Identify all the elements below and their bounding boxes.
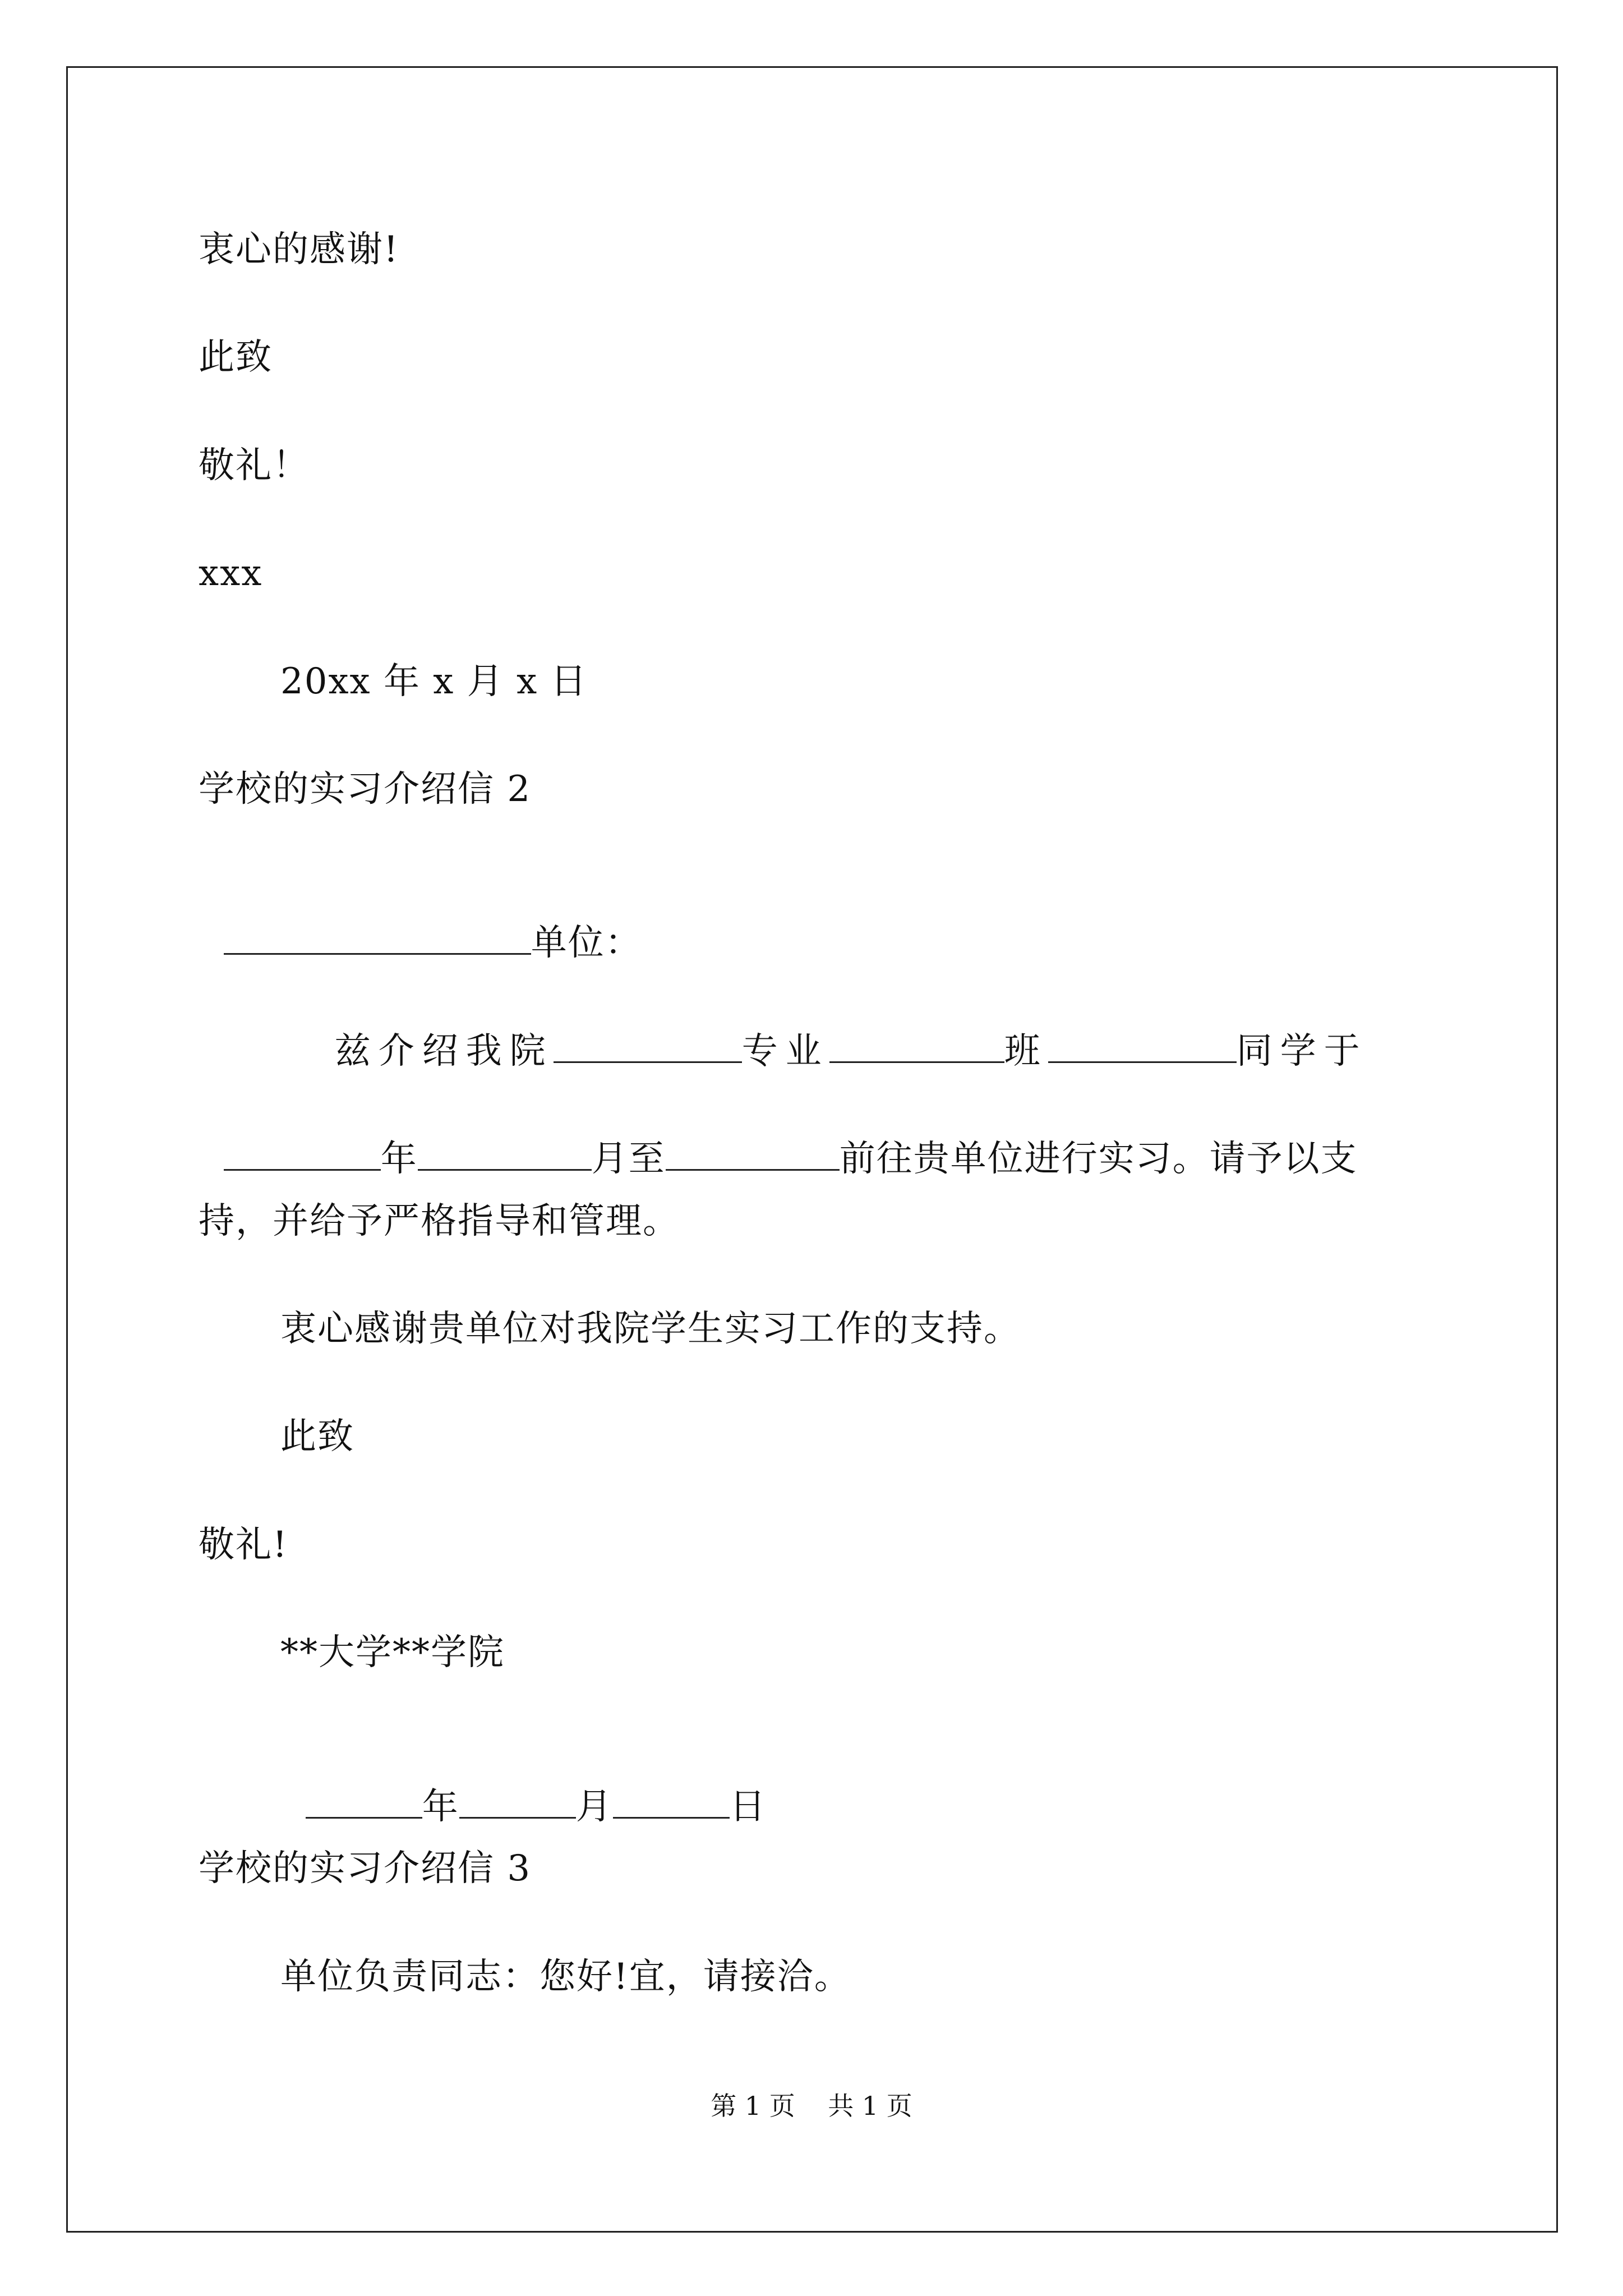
blank-end [666, 1135, 840, 1171]
text-line-jingli-2: 敬礼! [199, 1524, 288, 1566]
date-month-label: 月 [575, 1786, 613, 1828]
blank-month-start [418, 1135, 592, 1171]
blank-year [224, 1135, 381, 1171]
intro-text-2: 专业 [741, 1030, 829, 1072]
period-text-3: 前往贵单位进行实习。请予以支 [839, 1138, 1358, 1180]
intro-text-3: 班 [1004, 1030, 1048, 1072]
section-heading-2: 学校的实习介绍信 2 [199, 769, 532, 810]
text-line-gratitude: 衷心感谢贵单位对我院学生实习工作的支持。 [280, 1308, 1021, 1350]
blank-date-year [306, 1783, 422, 1819]
text-line-date-blanks [280, 1738, 767, 1829]
intro-text-1: 兹介绍我院 [334, 1030, 554, 1072]
text-line-period [199, 1091, 1358, 1181]
date-year-label: 年 [422, 1786, 459, 1828]
unit-label: 单位： [531, 922, 642, 964]
text-line-jingli: 敬礼！ [199, 445, 310, 486]
text-line-date: 20xx 年 x 月 x 日 [280, 661, 588, 702]
text-line-signature: xxx [199, 553, 263, 594]
text-line-cizhi-2: 此致 [280, 1416, 354, 1457]
blank-date-day [613, 1783, 730, 1819]
blank-major [554, 1028, 742, 1063]
date-day-label: 日 [729, 1786, 767, 1828]
blank-unit [224, 919, 531, 955]
intro-text-4: 同学于 [1236, 1030, 1368, 1072]
blank-class [829, 1028, 1004, 1063]
text-line-unit [199, 875, 642, 965]
text-line-support: 持，并给予严格指导和管理。 [199, 1200, 680, 1242]
text-line-greeting: 单位负责同志：您好!宜，请接洽。 [280, 1956, 851, 1998]
section-heading-3: 学校的实习介绍信 3 [199, 1848, 532, 1889]
blank-date-month [459, 1783, 576, 1819]
text-line-institution: **大学**学院 [280, 1632, 505, 1673]
period-text-2: 月至 [591, 1138, 666, 1180]
blank-student [1048, 1028, 1237, 1063]
text-line-thanks: 衷心的感谢! [199, 229, 399, 270]
text-line-cizhi: 此致 [199, 337, 273, 378]
text-line-introduce [296, 983, 1368, 1074]
page-footer: 第 1 页 共 1 页 [711, 2091, 912, 2121]
period-text-1: 年 [380, 1138, 418, 1180]
